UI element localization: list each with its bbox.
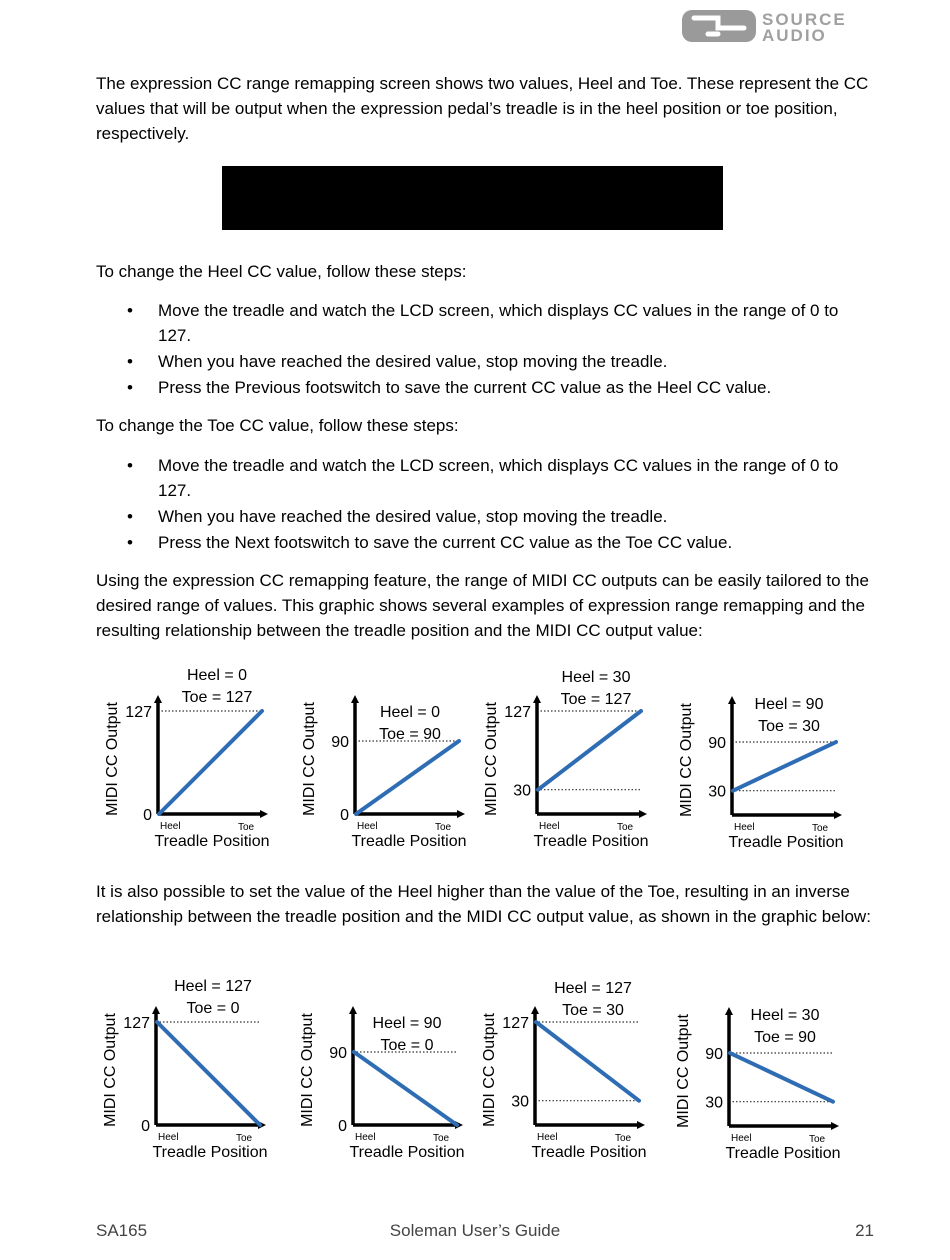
x-axis-label: Treadle Position (349, 1144, 465, 1161)
y-tick-label: 127 (502, 1015, 529, 1032)
graph-title-toe: Toe = 0 (380, 1037, 434, 1054)
x-tick-label: Heel (357, 821, 378, 832)
graph-title-heel: Heel = 0 (186, 667, 248, 684)
x-tick-label: Toe (435, 822, 452, 833)
heel-steps-intro: To change the Heel CC value, follow these steps: (96, 262, 467, 281)
list-item: • Press the Next footswitch to save the current CC value as the Toe CC value. (127, 533, 733, 552)
graph-3 (479, 664, 659, 854)
series-line (157, 1022, 260, 1125)
y-tick-label: 90 (705, 1046, 723, 1064)
logo-text-source: SOURCE (762, 10, 847, 29)
x-tick-label: Toe (812, 823, 829, 834)
source-audio-logo (680, 8, 875, 44)
source-audio-logo-icon (682, 10, 756, 42)
toe-steps-list (96, 453, 876, 556)
y-tick-label: 30 (705, 1094, 723, 1112)
x-tick-label: Heel (537, 1132, 558, 1143)
x-tick-label: Toe (433, 1133, 450, 1144)
y-axis-label: MIDI CC Output (678, 703, 695, 817)
series-line (730, 1053, 833, 1102)
footer-right: 21 (855, 1221, 874, 1240)
series-line (733, 742, 836, 791)
y-axis-label: MIDI CC Output (675, 1014, 692, 1128)
x-tick-label: Toe (615, 1133, 632, 1144)
graph-title-toe: Toe = 90 (379, 726, 441, 743)
y-tick-label: 0 (141, 1118, 150, 1135)
x-tick-label: Heel (160, 821, 181, 832)
series-line (354, 1052, 457, 1125)
y-tick-label: 127 (125, 704, 152, 721)
graph-title-heel: Heel = 30 (561, 669, 631, 686)
y-tick-label: 30 (708, 783, 726, 801)
graph-title-heel: Heel = 127 (174, 978, 252, 995)
graph-title-toe: Toe = 127 (560, 691, 632, 708)
x-tick-label: Heel (355, 1132, 376, 1143)
footer-center: Soleman User’s Guide (389, 1221, 561, 1240)
x-tick-label: Heel (539, 821, 560, 832)
x-tick-label: Heel (734, 822, 755, 833)
y-tick-label: 30 (513, 782, 531, 800)
y-axis-label: MIDI CC Output (102, 1013, 119, 1127)
y-tick-label: 0 (340, 807, 349, 824)
y-tick-label: 0 (338, 1118, 347, 1135)
graph-title-heel: Heel = 127 (554, 980, 632, 997)
logo-text-audio: AUDIO (762, 26, 827, 44)
heel-steps-list (96, 298, 876, 401)
lcd-line-2: Heel: 32 Toe:115 (228, 324, 552, 353)
graph-title-toe: Toe = 30 (562, 1002, 624, 1019)
x-axis-label: Treadle Position (152, 1144, 268, 1161)
graph-5 (98, 975, 278, 1165)
footer-left: SA165 (96, 1221, 148, 1240)
y-tick-label: 30 (511, 1093, 529, 1111)
graph-title-toe: Toe = 127 (181, 689, 253, 706)
graph-2 (297, 664, 477, 854)
graph-title-toe: Toe = 0 (186, 1000, 240, 1017)
graph-1 (100, 664, 280, 854)
x-axis-label: Treadle Position (531, 1144, 647, 1161)
series-line (536, 1022, 639, 1101)
inverse-paragraph: It is also possible to set the value of the Heel higher than the value of the Toe, resulting in an inverse relationship between the treadle position and the MIDI CC output value, as shown in the graphic below: (96, 882, 871, 926)
list-item: • Press the Previous footswitch to save the current CC value as the Heel CC value. (127, 378, 772, 397)
lcd-line-1: Exp Range Remap (228, 231, 572, 260)
graph-6 (295, 975, 475, 1165)
y-axis-label: MIDI CC Output (483, 702, 500, 816)
x-tick-label: Toe (238, 822, 255, 833)
x-axis-label: Treadle Position (725, 1145, 841, 1162)
y-axis-label: MIDI CC Output (301, 702, 318, 816)
y-tick-label: 127 (123, 1015, 150, 1032)
list-item: • When you have reached the desired value, stop moving the treadle. (127, 507, 668, 526)
series-line (159, 711, 262, 814)
y-tick-label: 90 (331, 734, 349, 752)
list-item: • When you have reached the desired value, stop moving the treadle. (127, 352, 668, 371)
graph-title-heel: Heel = 0 (379, 704, 441, 721)
graph-8 (671, 976, 851, 1166)
x-axis-label: Treadle Position (154, 833, 270, 850)
y-tick-label: 0 (143, 807, 152, 824)
graph-title-heel: Heel = 90 (754, 696, 824, 713)
x-tick-label: Toe (809, 1134, 826, 1145)
graph-title-heel: Heel = 30 (750, 1007, 820, 1024)
intro-paragraph: The expression CC range remapping screen shows two values, Heel and Toe. These represent the CC values that will be output when the expression pedal’s treadle is in the heel position or toe position, respectively. (96, 74, 869, 143)
list-item: • Move the treadle and watch the LCD screen, which displays CC values in the range of 0 to 127. (127, 456, 839, 500)
x-axis-label: Treadle Position (533, 833, 649, 850)
list-item: • Move the treadle and watch the LCD screen, which displays CC values in the range of 0 to 127. (127, 301, 839, 345)
x-tick-label: Toe (617, 822, 634, 833)
y-axis-label: MIDI CC Output (104, 702, 121, 816)
x-tick-label: Toe (236, 1133, 253, 1144)
x-tick-label: Heel (158, 1132, 179, 1143)
toe-steps-intro: To change the Toe CC value, follow these steps: (96, 416, 459, 435)
graph-title-toe: Toe = 90 (754, 1029, 816, 1046)
remap-paragraph: Using the expression CC remapping feature, the range of MIDI CC outputs can be easily tailored to the desired range of values. This graphic shows several examples of expression range remapping and the resulting relationship between the treadle position and the MIDI CC output value: (96, 571, 869, 640)
x-tick-label: Heel (731, 1133, 752, 1144)
graph-4 (674, 665, 854, 855)
y-axis-label: MIDI CC Output (481, 1013, 498, 1127)
y-tick-label: 90 (329, 1045, 347, 1063)
graph-title-heel: Heel = 90 (372, 1015, 442, 1032)
y-axis-label: MIDI CC Output (299, 1013, 316, 1127)
y-tick-label: 90 (708, 735, 726, 753)
graph-title-toe: Toe = 30 (758, 718, 820, 735)
x-axis-label: Treadle Position (728, 834, 844, 851)
graph-7 (477, 975, 657, 1165)
y-tick-label: 127 (504, 704, 531, 721)
x-axis-label: Treadle Position (351, 833, 467, 850)
series-line (356, 741, 459, 814)
series-line (538, 711, 641, 790)
